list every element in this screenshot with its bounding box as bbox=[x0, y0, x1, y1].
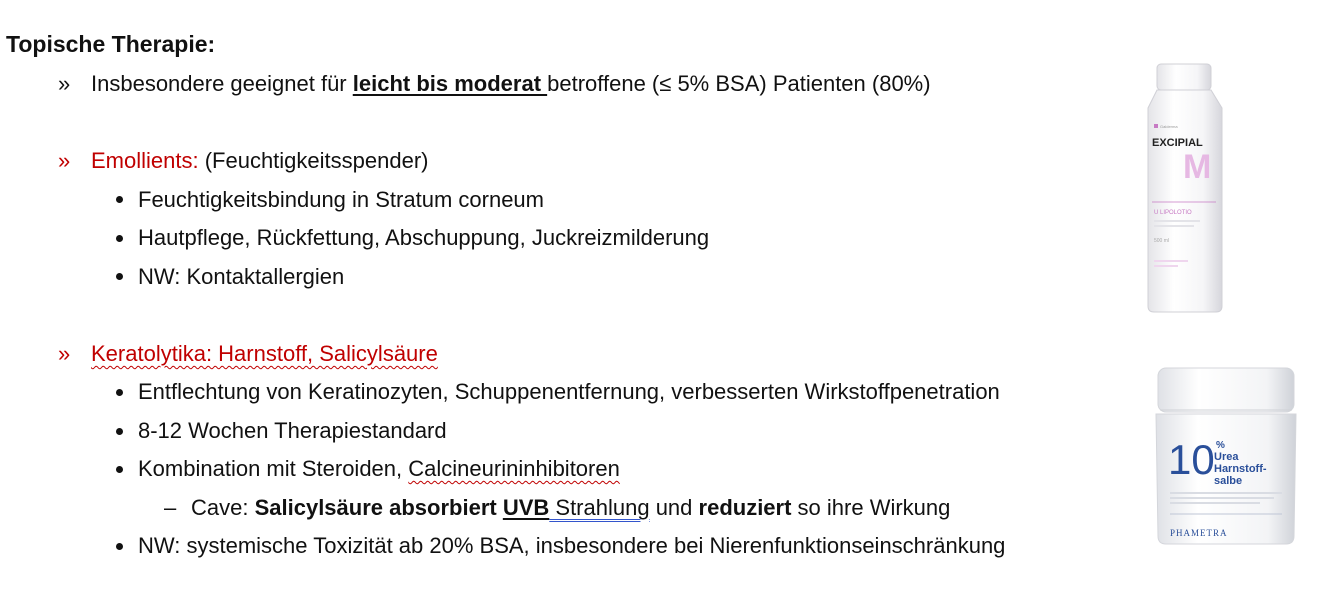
bottle-letter: M bbox=[1183, 148, 1212, 186]
cave-post: so ihre Wirkung bbox=[791, 495, 951, 520]
list-item: Feuchtigkeitsbindung in Stratum corneum bbox=[138, 187, 544, 212]
combo-term: Calcineurininhibitoren bbox=[408, 456, 620, 481]
jar-line1: Urea bbox=[1214, 451, 1239, 463]
bottle-brand: EXCIPIAL bbox=[1152, 137, 1203, 149]
bullet-icon bbox=[116, 428, 123, 435]
svg-text:Galderma: Galderma bbox=[1160, 124, 1178, 129]
list-item: Hautpflege, Rückfettung, Abschuppung, Juckreizmilderung bbox=[138, 225, 710, 250]
combo-pre: Kombination mit Steroiden, bbox=[138, 456, 409, 481]
cave-and: und bbox=[649, 495, 699, 520]
list-item: Entflechtung von Keratinozyten, Schuppenentfernung, verbesserten Wirkstoffpenetration bbox=[138, 379, 1000, 404]
jar-line3: salbe bbox=[1214, 475, 1243, 487]
intro-line bbox=[91, 70, 931, 98]
list-item bbox=[138, 455, 620, 483]
bullet-icon bbox=[116, 543, 123, 550]
intro-emphasis: leicht bis moderat bbox=[352, 71, 548, 96]
emollients-heading bbox=[91, 147, 428, 175]
excipial-bottle-image bbox=[1140, 60, 1230, 315]
bullet-icon bbox=[116, 389, 123, 396]
bullet-icon bbox=[116, 235, 123, 242]
bullet-icon bbox=[116, 466, 123, 473]
jar-percent: % bbox=[1216, 440, 1225, 451]
bullet-icon bbox=[116, 196, 123, 203]
cave-strahlung: Strahlung bbox=[549, 495, 650, 520]
list-item: NW: systemische Toxizität ab 20% BSA, insbesondere bei Nierenfunktionseinschränkung bbox=[138, 533, 1006, 558]
dash-marker: – bbox=[164, 495, 177, 520]
keratolytika-heading bbox=[91, 340, 438, 368]
urea-jar-image bbox=[1150, 364, 1302, 548]
emollients-note: (Feuchtigkeitsspender) bbox=[198, 148, 429, 173]
emollients-title: Emollients: bbox=[91, 148, 199, 173]
cave-bold-1: Salicylsäure absorbiert bbox=[254, 495, 503, 520]
chevron-marker: » bbox=[58, 341, 71, 366]
intro-post: betroffene (≤ 5% BSA) Patienten (80%) bbox=[547, 71, 931, 96]
jar-line2: Harnstoff- bbox=[1214, 463, 1267, 475]
jar-number: 10 bbox=[1168, 436, 1215, 483]
bottle-product: U LIPOLOTIO bbox=[1154, 210, 1192, 216]
list-item: 8-12 Wochen Therapiestandard bbox=[138, 418, 447, 443]
intro-pre: Insbesondere geeignet für bbox=[91, 71, 353, 96]
jar-maker: PHAMETRA bbox=[1170, 528, 1228, 538]
keratolytika-title: Keratolytika: Harnstoff, Salicylsäure bbox=[91, 341, 438, 366]
cave-uvb: UVB bbox=[502, 495, 550, 520]
cave-bold-2: reduziert bbox=[698, 495, 792, 520]
bottle-volume: 500 ml bbox=[1154, 238, 1170, 244]
page-title: Topische Therapie: bbox=[6, 31, 216, 57]
chevron-marker: » bbox=[58, 148, 71, 173]
list-item: NW: Kontaktallergien bbox=[138, 264, 345, 289]
cave-line bbox=[191, 494, 950, 522]
bullet-icon bbox=[116, 273, 123, 280]
chevron-marker: » bbox=[58, 71, 71, 96]
cave-pre: Cave: bbox=[191, 495, 255, 520]
